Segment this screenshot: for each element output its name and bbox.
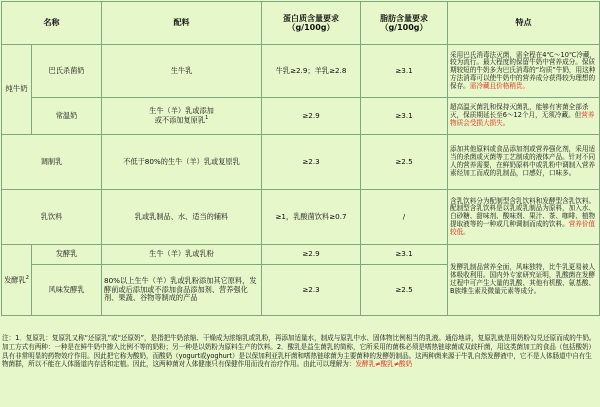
group-pure-milk: 纯牛奶 — [2, 45, 32, 135]
pasteurized-ingredients: 生牛乳 — [102, 45, 262, 98]
pasteurized-protein: 牛乳≥2.9；羊乳≥2.8 — [262, 45, 361, 98]
uht-name: 常温奶 — [32, 98, 102, 135]
header-fat: 脂肪含量要求 （g/100g） — [361, 2, 448, 45]
header-name: 名称 — [2, 2, 102, 45]
milk-drink-features-warning: 营养价值较低。 — [450, 219, 596, 236]
fermented-name: 发酵乳 — [32, 245, 102, 265]
flavored-name: 风味发酵乳 — [32, 265, 102, 316]
uht-features-text: 超高温灭菌乳和保持灭菌乳，能够有害菌全部杀灭，保质期延长至6～12个月，无须冷藏。但 — [450, 103, 589, 120]
flavored-ingredients: 80%以上生牛（羊）乳或乳粉添加其它原料，发酵前或后添加或不添加食品添加剂、营养强化剂、果蔬、谷物等制成的产品 — [102, 265, 262, 316]
fermented-fat: ≥3.1 — [361, 245, 448, 265]
header-ingredients: 配料 — [102, 2, 262, 45]
uht-protein: ≥2.9 — [262, 98, 361, 135]
uht-ingredients-footnote: 1 — [205, 114, 209, 121]
modified-protein: ≥2.3 — [262, 135, 361, 190]
modified-ingredients: 不低于80%的生牛（羊）乳或复原乳 — [102, 135, 262, 190]
milk-drink-ingredients: 乳或乳制品、水、适当的辅料 — [102, 190, 262, 245]
flavored-protein: ≥2.3 — [262, 265, 361, 316]
footnotes-text: 注：1．复原乳：复原乳又称“还原乳”或“还原奶”，是指把牛奶浓缩、干燥成为浓缩乳或乳粉，再添加适量水，制成与原乳中水、固体物比例相当的乳液。通俗地讲，复原乳就是用奶粉勾兑还原而成的牛奶。加工方式有两种：一种是在鲜牛奶中掺入比例不等的奶粉；另一种是以奶粉为原料生产的饮料。2．酸乳是益生菌乳的简称，它所采用的菌株必须是嗜热链球菌或双歧杆菌，用这类菌加工的食品（包括酸奶）具有非常明显的药物效疗作用。因此把它称为酸奶，而酸奶（yogurt或yoghurt）是以保加利亚乳杆菌和嗜热链球菌为主要菌种的发酵奶制品。这两种菌来源于牛乳自然发酵液中，它不是人体肠道中自有生物菌群，所以不能在人体肠道内存活和定植。因此，这两种菌对人体健康只有保健作用而没有治疗作用。由此可以理解为： — [2, 334, 596, 369]
milk-drink-protein: ≥1，乳酸菌饮料≥0.7 — [262, 190, 361, 245]
group-fermented: 发酵乳 — [4, 274, 26, 284]
uht-ingredients-cell — [102, 98, 262, 135]
header-protein: 蛋白质含量要求 （g/100g） — [262, 2, 361, 45]
header-row — [2, 2, 600, 45]
fermented-ingredients: 生牛（羊）乳或乳粉 — [102, 245, 262, 265]
milk-drink-features-text: 含乳饮料分为配制型含乳饮料和发酵型含乳饮料。配制型含乳饮料是以乳或乳制品为原料，加入水、白砂糖、甜味剂、酸味剂、果汁、茶、咖啡、植物提取液等的一种或几种调制而成的饮料。 — [450, 196, 596, 228]
row-fermented — [2, 245, 600, 265]
pasteurized-features — [448, 45, 600, 98]
footnotes — [2, 334, 596, 369]
milk-drink-features — [448, 190, 600, 245]
modified-name: 调制乳 — [2, 135, 102, 190]
pasteurized-fat: ≥3.1 — [361, 45, 448, 98]
fermented-features: 发酵乳制品营养全面，风味独特，比牛乳更易被人体吸收利用。国内外专家研究证明，乳酸菌在发酵过程中可产生大量的乳酸、其他有机酸、氨基酸、B族维生素及微量元素等成分。 — [448, 245, 600, 316]
uht-fat: ≥3.1 — [361, 98, 448, 135]
group-fermented-footnote: 2 — [25, 274, 29, 281]
row-milk-drink — [2, 190, 600, 245]
flavored-fat: ≥2.5 — [361, 265, 448, 316]
pasteurized-features-text: 采用巴氏消毒法灭菌，需全程在4℃～10℃冷藏，较为流行。最大程度的保留牛奶中营养成分。保质期较短的牛奶多为巴氏消毒的“均质”牛奶，用这种方法消毒可以使牛奶中的营养成分获得较为理想的保存。 — [450, 50, 597, 90]
uht-features-warning: 营养物质会受损大损失。 — [450, 111, 595, 127]
row-pasteurized — [2, 45, 600, 98]
modified-features: 添加其他原料或食品添加剂或营养强化剂，采用适当的杀菌或灭菌等工艺制成的液体产品。针对不同人的营养需要，在鲜奶原料中或乳粉中调制入营养素经加工而成的乳制品，口感好，口味多。 — [448, 135, 600, 190]
row-uht — [2, 98, 600, 135]
milk-drink-fat: / — [361, 190, 448, 245]
header-features: 特点 — [448, 2, 600, 45]
group-fermented-cell — [2, 245, 32, 316]
pasteurized-features-warning: 需冷藏且价格稍贵。 — [469, 81, 530, 90]
row-modified — [2, 135, 600, 190]
modified-fat: ≥2.5 — [361, 135, 448, 190]
fermented-protein: ≥2.9 — [262, 245, 361, 265]
uht-ingredients: 生牛（羊）乳或添加 或不添加复原乳 — [149, 106, 214, 125]
pasteurized-name: 巴氏杀菌奶 — [32, 45, 102, 98]
milk-drink-name: 乳饮料 — [2, 190, 102, 245]
footnotes-conclusion: 发酵乳≠酸乳≠酸奶 — [355, 360, 413, 369]
milk-comparison-table — [1, 1, 600, 316]
uht-features — [448, 98, 600, 135]
